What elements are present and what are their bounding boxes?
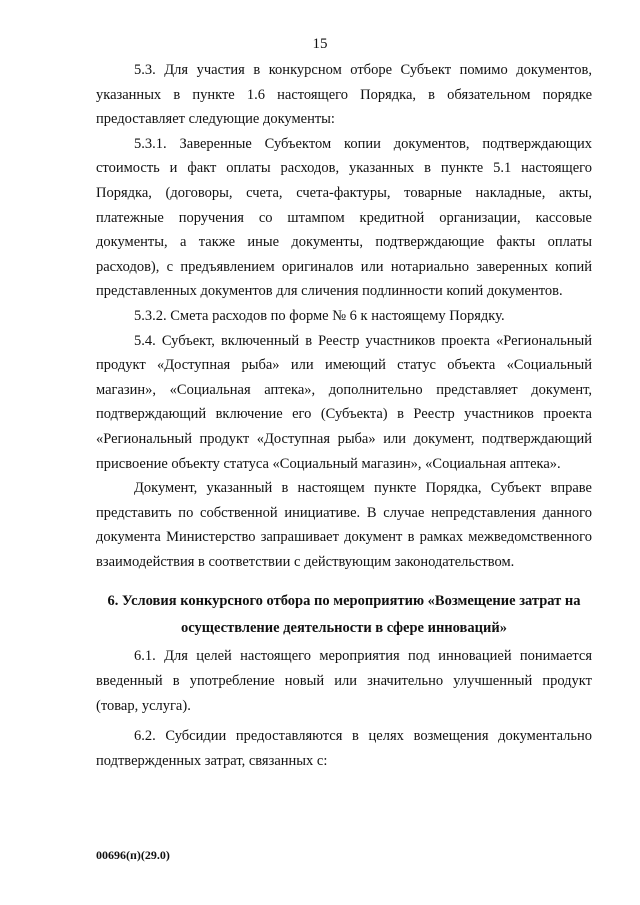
section-6-heading <box>96 588 592 642</box>
paragraph-document-note: Документ, указанный в настоящем пункте Порядка, Субъект вправе представить по собственной инициативе. В случае непредставления данного документа Министерство запрашивает документ в рамках межведомственного взаимодействия в соответствии с действующим законодательством. <box>96 480 592 570</box>
paragraph-5-3: 5.3. Для участия в конкурсном отборе Субъект помимо документов, указанных в пункте 1.6 настоящего Порядка, в обязательном порядке предоставляет следующие документы: <box>96 62 592 128</box>
document-body <box>96 58 592 773</box>
paragraph-5-3-2: 5.3.2. Смета расходов по форме № 6 к настоящему Порядку. <box>134 307 505 324</box>
paragraph-5-3-1: 5.3.1. Заверенные Субъектом копии документов, подтверждающих стоимость и факт оплаты расходов, указанных в пункте 5.1 настоящего Порядка, (договоры, счета, счета-фактуры, товарные накладные, акты, платежные поручения со штампом кредитной организации, кассовые документы, а также иные документы, подтверждающие факты оплаты расходов), с предъявлением оригиналов или нотариально заверенных копий представленных документов для сличения подлинности копий документов. <box>96 135 592 300</box>
page-number: 15 <box>312 36 328 52</box>
section-6-heading-line-1: 6. Условия конкурсного отбора по мероприятию «Возмещение затрат на <box>107 593 581 610</box>
paragraph-6-1: 6.1. Для целей настоящего мероприятия под инновацией понимается введенный в употребление новый или значительно улучшенный продукт (товар, услуга). <box>96 648 592 714</box>
section-6-heading-line-2: осуществление деятельности в сфере инноваций» <box>181 620 507 637</box>
footer-document-code: 00696(п)(29.0) <box>96 848 170 862</box>
paragraph-5-4: 5.4. Субъект, включенный в Реестр участников проекта «Региональный продукт «Доступная рыба» или имеющий статус объекта «Социальный магазин», «Социальная аптека», дополнительно представляет документ, подтверждающий включение его (Субъекта) в Реестр участников проекта «Региональный продукт «Доступная рыба» или документ, подтверждающий присвоение объекту статуса «Социальный магазин», «Социальная аптека». <box>96 332 592 472</box>
paragraph-6-2: 6.2. Субсидии предоставляются в целях возмещения документально подтвержденных затрат, связанных с: <box>96 728 592 769</box>
